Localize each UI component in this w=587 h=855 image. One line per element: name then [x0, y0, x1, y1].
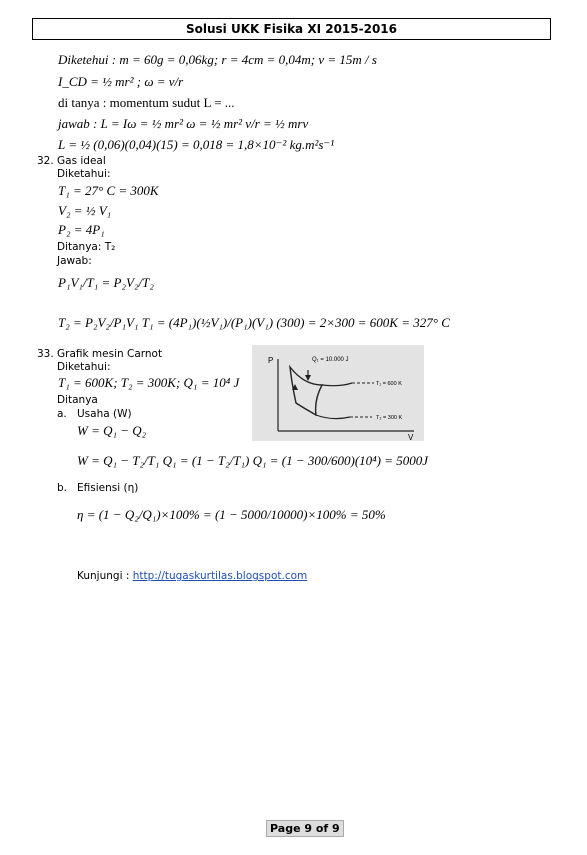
q32-title: Gas ideal — [57, 155, 106, 167]
blog-link[interactable]: http://tugaskurtilas.blogspot.com — [132, 570, 308, 582]
q32-result: T₂ = P₂V₂/P₁V₁ T₁ = (4P₁)(½V₁)/(P₁)(V₁) (300) = 2×300 = 600K = 327° C — [58, 315, 450, 330]
q31-result-text: L = ½ (0,06)(0,04)(15) = 0,018 = 1,8×10⁻² kg.m²s⁻¹ — [58, 137, 335, 152]
q31-inertia-text: I_CD = ½ mr² ; ω = v/r — [58, 74, 184, 89]
visit-label: Kunjungi : — [77, 570, 130, 582]
q33-known: T₁ = 600K; T₂ = 300K; Q₁ = 10⁴ J — [58, 375, 240, 390]
page-number: Page 9 of 9 — [266, 820, 344, 837]
q32-equation: P₁V₁/T₁ = P₂V₂/T₂ — [58, 275, 154, 290]
q31-answer-text: jawab : L = Iω = ½ mr² ω = ½ mr² v/r = ½ mrv — [58, 116, 309, 131]
q33-a-eq2: W = Q₁ − T₂/T₁ Q₁ = (1 − T₂/T₁) Q₁ = (1 − 300/600)(10⁴) = 5000J — [77, 453, 429, 468]
q33-title: Grafik mesin Carnot — [57, 348, 163, 360]
p-axis-label: P — [268, 356, 274, 365]
q33-a-eq1: W = Q₁ − Q₂ — [77, 423, 147, 438]
q31-inertia — [58, 74, 183, 90]
q32-number: 32. — [37, 155, 54, 167]
q33-a-title: Usaha (W) — [77, 408, 132, 420]
q33-known-label: Diketahui: — [57, 361, 111, 373]
q33-a-label: a. — [57, 408, 67, 420]
q32-v2: V₂ = ½ V₁ — [58, 203, 112, 218]
carnot-cycle-figure — [252, 345, 424, 441]
q31-asked — [58, 95, 235, 111]
q33-b-label: b. — [57, 482, 68, 494]
carnot-pv-diagram — [252, 345, 424, 441]
q31-known-text: Diketehui : m = 60g = 0,06kg; r = 4cm = 0,04m; v = 15m / s — [58, 52, 377, 67]
t1-label: T₁ = 600 K — [376, 381, 402, 387]
q31-answer — [58, 116, 308, 132]
q33-number: 33. — [37, 348, 54, 360]
q33-b-eq: η = (1 − Q₂/Q₁)×100% = (1 − 5000/10000)×100% = 50% — [77, 507, 386, 522]
q32-t1: T₁ = 27° C = 300K — [58, 183, 159, 198]
t2-label: T₂ = 300 K — [376, 415, 403, 421]
q32-known-label: Diketahui: — [57, 168, 111, 180]
v-axis-label: V — [408, 433, 414, 441]
visit-line — [77, 570, 307, 582]
q1-label: Q₁ = 10.000 J — [312, 357, 349, 363]
q31-result — [58, 137, 334, 153]
page-header-title: Solusi UKK Fisika XI 2015-2016 — [32, 18, 551, 40]
q32-asked-label: Ditanya: T₂ — [57, 241, 116, 253]
q32-answer-label: Jawab: — [57, 255, 92, 267]
q31-asked-text: di tanya : momentum sudut L = ... — [58, 95, 235, 110]
q33-asked-label: Ditanya — [57, 394, 98, 406]
q31-known — [58, 52, 377, 68]
q32-p2: P₂ = 4P₁ — [58, 222, 105, 237]
q33-b-title: Efisiensi (η) — [77, 482, 139, 494]
